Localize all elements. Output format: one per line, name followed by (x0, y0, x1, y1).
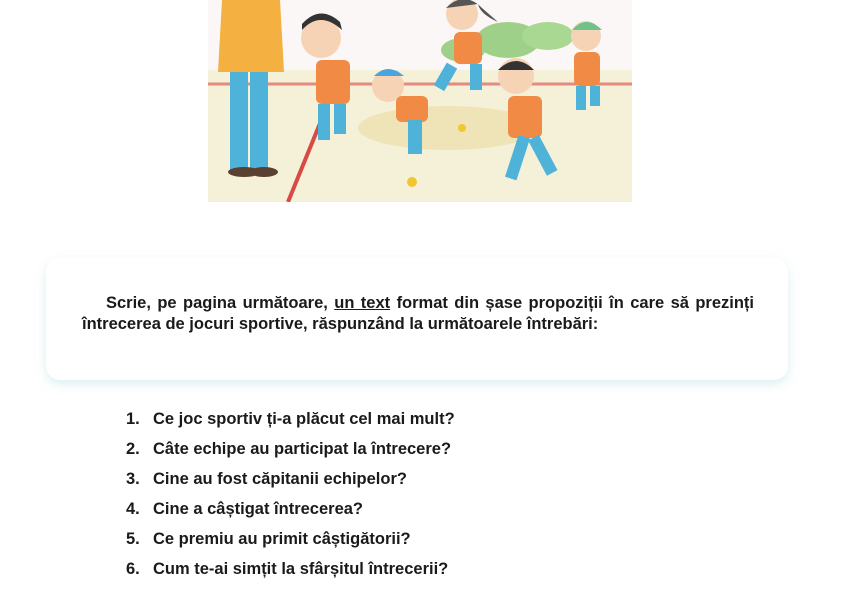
question-number: 1. (126, 410, 140, 428)
question-text: Cum te-ai simțit la sfârșitul întrecerii? (153, 560, 449, 578)
task-underlined: un text (334, 294, 391, 312)
question-number: 3. (126, 470, 140, 488)
question-text: Ce premiu au primit câștigătorii? (153, 530, 411, 548)
question-number: 4. (126, 500, 140, 518)
question-text: Câte echipe au participat la întrecere? (153, 440, 452, 458)
children-playing-icon (208, 0, 632, 202)
list-item (126, 470, 455, 500)
question-number: 2. (126, 440, 140, 458)
question-number: 6. (126, 560, 140, 578)
task-part2: format din șase propoziții în care să prezinți întrecerea de jocuri sportive, răspunzând la următoarele întrebări: (82, 294, 754, 333)
list-item (126, 560, 455, 590)
question-text: Ce joc sportiv ți-a plăcut cel mai mult? (153, 410, 455, 428)
list-item (126, 530, 455, 560)
question-text: Cine au fost căpitanii echipelor? (153, 470, 407, 488)
question-number: 5. (126, 530, 140, 548)
task-instruction (82, 293, 754, 335)
list-item (126, 500, 455, 530)
question-text: Cine a câștigat întrecerea? (153, 500, 364, 518)
list-item (126, 440, 455, 470)
sports-illustration (208, 0, 632, 202)
list-item (126, 410, 455, 440)
questions-list (126, 410, 455, 590)
task-part1: Scrie, pe pagina următoare, (106, 294, 328, 312)
